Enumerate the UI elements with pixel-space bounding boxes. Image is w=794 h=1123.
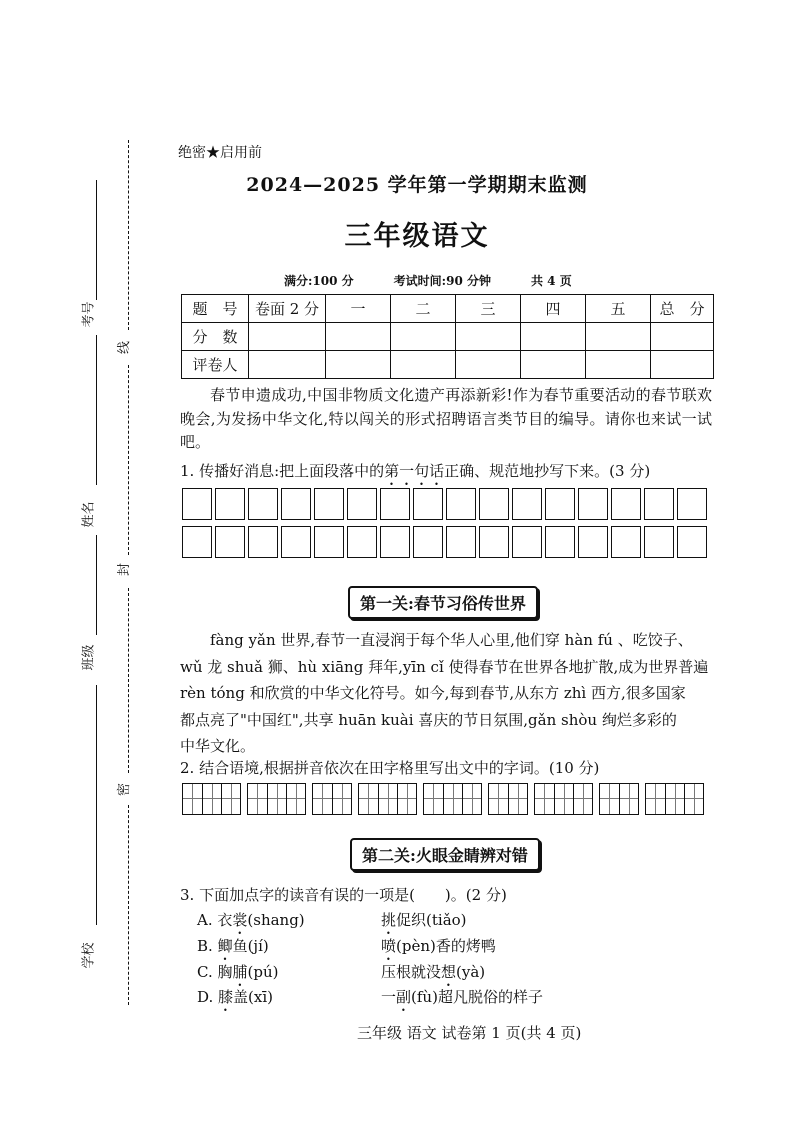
option-dotted-char: 膝 xyxy=(218,988,234,1006)
header-cell: 题 号 xyxy=(182,295,249,323)
seal-line-label: 线 xyxy=(117,340,133,355)
tianzi-group xyxy=(358,783,417,815)
option-left xyxy=(197,935,269,964)
option-text: 一 xyxy=(381,988,397,1006)
tianzi-answer-grid[interactable] xyxy=(182,783,704,815)
q1-text-a: 1. 传播好消息:把上面段落中的 xyxy=(180,462,385,480)
score-cell[interactable] xyxy=(249,323,326,351)
level-2-banner: 第二关:火眼金睛辨对错 xyxy=(350,838,540,871)
header-cell: 二 xyxy=(391,295,456,323)
copy-grid-cell[interactable] xyxy=(644,526,674,558)
passage-line: rèn tóng 和欣赏的中华文化符号。如今,每到春节,从东方 zhì 西方,很多国家 xyxy=(180,684,686,702)
name-label: 姓名 xyxy=(81,501,97,528)
passage-line: wǔ 龙 shuǎ 狮、hù xiāng 拜年,yīn cǐ 使得春节在世界各地扩散,成为世界普遍 xyxy=(180,657,709,676)
question-3: 3. 下面加点字的读音有误的一项是( )。(2 分) xyxy=(180,886,507,904)
grader-cell[interactable] xyxy=(651,351,714,379)
page-count: 共 4 页 xyxy=(530,274,572,288)
tianzi-cell[interactable] xyxy=(313,784,332,814)
seal-mi-label: 密 xyxy=(117,782,133,797)
exam-time: 考试时间:90 分钟 xyxy=(393,274,491,288)
score-cell[interactable] xyxy=(586,323,651,351)
option-right xyxy=(381,935,496,964)
copy-grid-cell[interactable] xyxy=(512,488,542,520)
exam-title: 2024—2025 学年第一学期期末监测 xyxy=(246,174,588,196)
tianzi-cell[interactable] xyxy=(202,784,221,814)
grader-cell[interactable] xyxy=(249,351,326,379)
score-cell[interactable] xyxy=(651,323,714,351)
margin-line-class xyxy=(96,535,97,635)
copy-grid-cell[interactable] xyxy=(281,526,311,558)
copy-grid-cell[interactable] xyxy=(182,526,212,558)
question-1 xyxy=(180,460,650,489)
page-footer: 三年级 语文 试卷第 1 页(共 4 页) xyxy=(357,1024,582,1042)
option-pinyin: (shang) xyxy=(247,911,305,929)
option-text: 促织(tiǎo) xyxy=(396,911,467,929)
copy-grid-cell[interactable] xyxy=(347,488,377,520)
copy-grid-cell[interactable] xyxy=(512,526,542,558)
seal-dashed-line-bottom xyxy=(128,805,129,1005)
copy-grid-row xyxy=(182,526,714,558)
tianzi-cell[interactable] xyxy=(462,784,481,814)
copy-grid[interactable] xyxy=(182,488,714,558)
copy-grid-cell[interactable] xyxy=(578,526,608,558)
tianzi-cell[interactable] xyxy=(286,784,305,814)
tianzi-group xyxy=(599,783,639,815)
tianzi-cell[interactable] xyxy=(508,784,527,814)
exam-no-label: 考号 xyxy=(81,301,97,328)
row-label: 分 数 xyxy=(182,323,249,351)
option-text: (yà) xyxy=(456,963,486,981)
option-text: (fù)超凡脱俗的样子 xyxy=(411,988,543,1006)
tianzi-cell[interactable] xyxy=(332,784,351,814)
row-label: 评卷人 xyxy=(182,351,249,379)
copy-grid-cell[interactable] xyxy=(347,526,377,558)
option-dotted-char: 喷 xyxy=(381,937,397,955)
copy-grid-cell[interactable] xyxy=(314,488,344,520)
grader-row xyxy=(182,351,714,379)
tianzi-cell[interactable] xyxy=(221,784,240,814)
tianzi-group xyxy=(488,783,528,815)
option-text: (pèn)香的烤鸭 xyxy=(396,937,496,955)
copy-grid-cell[interactable] xyxy=(446,488,476,520)
copy-grid-cell[interactable] xyxy=(380,526,410,558)
tianzi-cell[interactable] xyxy=(600,784,619,814)
grader-cell[interactable] xyxy=(586,351,651,379)
exam-meta xyxy=(284,272,572,289)
margin-line-school xyxy=(96,685,97,925)
copy-grid-cell[interactable] xyxy=(215,526,245,558)
copy-grid-cell[interactable] xyxy=(248,526,278,558)
score-cell[interactable] xyxy=(456,323,521,351)
copy-grid-cell[interactable] xyxy=(611,488,641,520)
score-cell[interactable] xyxy=(326,323,391,351)
grader-cell[interactable] xyxy=(521,351,586,379)
tianzi-cell[interactable] xyxy=(267,784,286,814)
score-table xyxy=(181,294,714,379)
tianzi-cell[interactable] xyxy=(443,784,462,814)
copy-grid-cell[interactable] xyxy=(281,488,311,520)
copy-grid-cell[interactable] xyxy=(677,488,707,520)
option-dotted-char: 想 xyxy=(441,963,457,981)
copy-grid-cell[interactable] xyxy=(611,526,641,558)
level-1-banner: 第一关:春节习俗传世界 xyxy=(348,586,538,619)
copy-grid-cell[interactable] xyxy=(545,526,575,558)
option-label: A. 衣 xyxy=(197,911,233,929)
margin-line-name xyxy=(96,335,97,485)
grader-cell[interactable] xyxy=(326,351,391,379)
tianzi-group xyxy=(534,783,593,815)
grader-cell[interactable] xyxy=(456,351,521,379)
header-cell: 三 xyxy=(456,295,521,323)
score-table-header-row xyxy=(182,295,714,323)
copy-grid-row xyxy=(182,488,714,520)
header-cell: 五 xyxy=(586,295,651,323)
option-left xyxy=(197,986,273,1015)
copy-grid-cell[interactable] xyxy=(413,488,443,520)
tianzi-cell[interactable] xyxy=(378,784,397,814)
copy-grid-cell[interactable] xyxy=(644,488,674,520)
seal-dashed-line-mid xyxy=(128,365,129,555)
option-right xyxy=(381,909,467,938)
option-label: B. xyxy=(197,937,218,955)
score-cell[interactable] xyxy=(521,323,586,351)
copy-grid-cell[interactable] xyxy=(545,488,575,520)
intro-paragraph: 春节申遗成功,中国非物质文化遗产再添新彩!作为春节重要活动的春节联欢晚会,为发扬中华文化,特以闯关的形式招聘语言类节目的编导。请你也来试一试吧。 xyxy=(180,386,712,451)
seal-dashed-line-low xyxy=(128,588,129,773)
option-dotted-char: 裳 xyxy=(232,911,248,929)
option-text: 压根就没 xyxy=(381,963,442,981)
option-pinyin: (pú) xyxy=(247,963,279,981)
tianzi-cell[interactable] xyxy=(573,784,592,814)
copy-grid-cell[interactable] xyxy=(479,488,509,520)
header-cell: 四 xyxy=(521,295,586,323)
option-dotted-char: 副 xyxy=(396,988,412,1006)
q1-text-b: 正确、规范地抄写下来。(3 分) xyxy=(444,462,651,480)
tianzi-group xyxy=(645,783,704,815)
tianzi-cell[interactable] xyxy=(424,784,443,814)
passage-line: 都点亮了"中国红",共享 huān kuài 喜庆的节日氛围,gǎn shòu 绚烂多彩的 xyxy=(180,710,677,729)
score-row xyxy=(182,323,714,351)
option-dotted-char: 鲫 xyxy=(217,937,233,955)
copy-grid-cell[interactable] xyxy=(446,526,476,558)
tianzi-group xyxy=(182,783,241,815)
copy-grid-cell[interactable] xyxy=(413,526,443,558)
copy-grid-cell[interactable] xyxy=(479,526,509,558)
tianzi-group xyxy=(312,783,352,815)
tianzi-cell[interactable] xyxy=(489,784,508,814)
copy-grid-cell[interactable] xyxy=(677,526,707,558)
q1-emphasis: 第一句话 xyxy=(384,462,445,480)
tianzi-cell[interactable] xyxy=(183,784,202,814)
tianzi-cell[interactable] xyxy=(684,784,703,814)
tianzi-cell[interactable] xyxy=(397,784,416,814)
passage-line: 中华文化。 xyxy=(180,737,256,755)
option-dotted-char: 脯 xyxy=(232,963,248,981)
option-label: D. xyxy=(197,988,219,1006)
tianzi-cell[interactable] xyxy=(554,784,573,814)
tianzi-cell[interactable] xyxy=(359,784,378,814)
option-left xyxy=(197,909,305,938)
option-pinyin: 盖(xī) xyxy=(233,988,274,1006)
tianzi-group xyxy=(423,783,482,815)
level-1-passage xyxy=(180,627,720,760)
header-cell: 一 xyxy=(326,295,391,323)
tianzi-cell[interactable] xyxy=(646,784,665,814)
option-right xyxy=(381,986,543,1015)
full-score: 满分:100 分 xyxy=(284,274,354,288)
class-label: 班级 xyxy=(81,644,97,671)
header-cell: 总 分 xyxy=(651,295,714,323)
copy-grid-cell[interactable] xyxy=(314,526,344,558)
option-label: C. 胸 xyxy=(197,963,233,981)
header-cell: 卷面 2 分 xyxy=(249,295,326,323)
confidential-tag: 绝密★启用前 xyxy=(178,145,262,161)
passage-line: fàng yǎn 世界,春节一直浸润于每个华人心里,他们穿 hàn fú 、吃饺子、 xyxy=(210,631,693,649)
subject-title: 三年级语文 xyxy=(344,221,490,252)
score-cell[interactable] xyxy=(391,323,456,351)
question-2: 2. 结合语境,根据拼音依次在田字格里写出文中的字词。(10 分) xyxy=(180,759,600,777)
copy-grid-cell[interactable] xyxy=(182,488,212,520)
tianzi-cell[interactable] xyxy=(248,784,267,814)
copy-grid-cell[interactable] xyxy=(380,488,410,520)
copy-grid-cell[interactable] xyxy=(215,488,245,520)
seal-feng-label: 封 xyxy=(117,562,133,577)
school-label: 学校 xyxy=(81,942,97,969)
option-text: 挑 xyxy=(381,911,397,929)
grader-cell[interactable] xyxy=(391,351,456,379)
copy-grid-cell[interactable] xyxy=(578,488,608,520)
tianzi-cell[interactable] xyxy=(665,784,684,814)
copy-grid-cell[interactable] xyxy=(248,488,278,520)
tianzi-cell[interactable] xyxy=(619,784,638,814)
option-pinyin: 鱼(jí) xyxy=(232,937,269,955)
tianzi-group xyxy=(247,783,306,815)
tianzi-cell[interactable] xyxy=(535,784,554,814)
